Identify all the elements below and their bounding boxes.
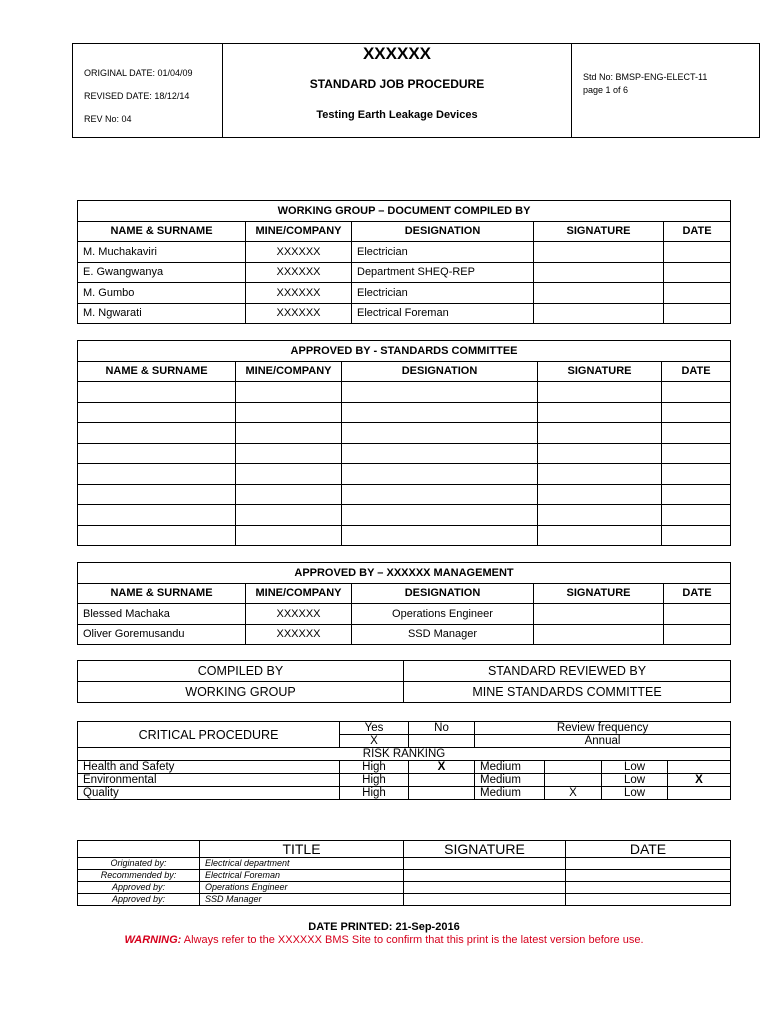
standard-reviewed-by-label: STANDARD REVIEWED BY xyxy=(404,661,731,682)
risk-ranking-header: RISK RANKING xyxy=(78,748,731,761)
designation-cell: Department SHEQ-REP xyxy=(352,262,534,283)
column-header: SIGNATURE xyxy=(538,361,662,382)
table-row xyxy=(78,464,731,485)
date-cell xyxy=(662,525,731,546)
signoff-row xyxy=(78,894,731,906)
low-label: Low xyxy=(602,774,668,787)
table-row xyxy=(78,283,731,304)
risk-row xyxy=(78,761,731,774)
date-cell xyxy=(662,423,731,444)
risk-row xyxy=(78,774,731,787)
table-title: WORKING GROUP – DOCUMENT COMPILED BY xyxy=(78,201,731,222)
column-header: SIGNATURE xyxy=(534,221,664,242)
critical-procedure-label: CRITICAL PROCEDURE xyxy=(78,722,340,748)
date-cell xyxy=(662,443,731,464)
column-header: DATE xyxy=(662,361,731,382)
company-cell xyxy=(236,505,342,526)
table-title: APPROVED BY – XXXXXX MANAGEMENT xyxy=(78,563,731,584)
signoff-title: SSD Manager xyxy=(200,894,404,906)
table-title: APPROVED BY - STANDARDS COMMITTEE xyxy=(78,341,731,362)
designation-cell xyxy=(342,443,538,464)
signoff-role: Originated by: xyxy=(78,858,200,870)
company-cell: XXXXXX xyxy=(246,262,352,283)
high-label: High xyxy=(340,787,409,800)
signature-cell xyxy=(538,505,662,526)
company-cell xyxy=(236,382,342,403)
column-header xyxy=(78,841,200,858)
date-cell xyxy=(662,464,731,485)
signature-cell xyxy=(404,894,566,906)
signature-cell xyxy=(538,402,662,423)
name-cell: M. Muchakaviri xyxy=(78,242,246,263)
risk-name: Quality xyxy=(78,787,340,800)
column-header: MINE/COMPANY xyxy=(246,221,352,242)
medium-label: Medium xyxy=(475,774,545,787)
no-mark xyxy=(409,735,475,748)
company-cell: XXXXXX xyxy=(246,242,352,263)
date-cell xyxy=(664,624,731,645)
signature-header: SIGNATURE xyxy=(404,841,566,858)
name-cell xyxy=(78,423,236,444)
name-cell xyxy=(78,382,236,403)
designation-cell xyxy=(342,464,538,485)
compiled-reviewed-table xyxy=(77,660,731,703)
table-row xyxy=(78,382,731,403)
column-header: MINE/COMPANY xyxy=(236,361,342,382)
table-row xyxy=(78,505,731,526)
company-cell xyxy=(236,525,342,546)
company-cell xyxy=(236,402,342,423)
designation-cell: Operations Engineer xyxy=(352,604,534,625)
date-cell xyxy=(566,870,731,882)
mine-standards-committee-label: MINE STANDARDS COMMITTEE xyxy=(404,682,731,703)
designation-cell: Electrical Foreman xyxy=(352,303,534,324)
document-type: STANDARD JOB PROCEDURE xyxy=(309,77,485,91)
name-cell: M. Ngwarati xyxy=(78,303,246,324)
low-mark xyxy=(668,761,731,774)
signature-cell xyxy=(404,858,566,870)
warning-label: WARNING: xyxy=(124,934,182,946)
column-header: DESIGNATION xyxy=(352,583,534,604)
date-cell xyxy=(662,484,731,505)
column-header: NAME & SURNAME xyxy=(78,221,246,242)
signoff-role: Approved by: xyxy=(78,882,200,894)
signoff-role: Recommended by: xyxy=(78,870,200,882)
signoff-role: Approved by: xyxy=(78,894,200,906)
company-cell: XXXXXX xyxy=(246,283,352,304)
column-header: MINE/COMPANY xyxy=(246,583,352,604)
document-title: Testing Earth Leakage Devices xyxy=(316,109,478,121)
signature-cell xyxy=(534,624,664,645)
table-row xyxy=(78,624,731,645)
name-cell xyxy=(78,525,236,546)
standard-info xyxy=(572,44,760,138)
document-meta xyxy=(73,44,223,138)
low-mark xyxy=(668,787,731,800)
signature-cell xyxy=(534,283,664,304)
designation-cell xyxy=(342,505,538,526)
column-header: DATE xyxy=(664,583,731,604)
document-title-block xyxy=(223,44,572,138)
high-mark xyxy=(409,774,475,787)
medium-mark: X xyxy=(545,787,602,800)
column-header: NAME & SURNAME xyxy=(78,583,246,604)
signoff-title: Operations Engineer xyxy=(200,882,404,894)
critical-procedure-table xyxy=(77,721,731,800)
title-header: TITLE xyxy=(200,841,404,858)
risk-name: Environmental xyxy=(78,774,340,787)
high-mark xyxy=(409,787,475,800)
designation-cell xyxy=(342,525,538,546)
original-date: ORIGINAL DATE: 01/04/09 xyxy=(84,68,193,78)
name-cell xyxy=(78,464,236,485)
revised-date: REVISED DATE: 18/12/14 xyxy=(84,91,190,101)
column-header: NAME & SURNAME xyxy=(78,361,236,382)
signature-cell xyxy=(538,484,662,505)
signoff-table xyxy=(77,840,731,906)
date-cell xyxy=(664,283,731,304)
name-cell xyxy=(78,443,236,464)
designation-cell xyxy=(342,402,538,423)
table-row xyxy=(78,262,731,283)
designation-cell: SSD Manager xyxy=(352,624,534,645)
low-label: Low xyxy=(602,761,668,774)
date-cell xyxy=(566,858,731,870)
working-group-label: WORKING GROUP xyxy=(78,682,404,703)
date-cell xyxy=(566,894,731,906)
signature-cell xyxy=(538,525,662,546)
no-header: No xyxy=(409,722,475,735)
signature-cell xyxy=(534,303,664,324)
signoff-title: Electrical department xyxy=(200,858,404,870)
name-cell: E. Gwangwanya xyxy=(78,262,246,283)
signature-cell xyxy=(534,604,664,625)
name-cell xyxy=(78,402,236,423)
working-group-table xyxy=(77,200,731,324)
medium-label: Medium xyxy=(475,761,545,774)
low-mark: X xyxy=(668,774,731,787)
warning-message xyxy=(0,934,768,946)
date-printed: DATE PRINTED: 21-Sep-2016 xyxy=(308,921,460,933)
company-cell: XXXXXX xyxy=(246,624,352,645)
document-header xyxy=(72,43,760,138)
high-label: High xyxy=(340,761,409,774)
company-cell xyxy=(236,464,342,485)
risk-row xyxy=(78,787,731,800)
designation-cell xyxy=(342,382,538,403)
table-row xyxy=(78,303,731,324)
signoff-row xyxy=(78,858,731,870)
warning-text: Always refer to the XXXXXX BMS Site to confirm that this print is the latest version before use. xyxy=(183,934,644,946)
management-table xyxy=(77,562,731,645)
low-label: Low xyxy=(602,787,668,800)
name-cell: Oliver Goremusandu xyxy=(78,624,246,645)
compiled-by-label: COMPILED BY xyxy=(78,661,404,682)
review-frequency-value: Annual xyxy=(475,735,731,748)
standard-number: Std No: BMSP-ENG-ELECT-11 xyxy=(583,72,708,82)
high-label: High xyxy=(340,774,409,787)
table-row xyxy=(78,402,731,423)
standards-committee-table xyxy=(77,340,731,546)
signature-cell xyxy=(538,382,662,403)
company-name: XXXXXX xyxy=(362,44,432,63)
column-header: DATE xyxy=(664,221,731,242)
table-row xyxy=(78,604,731,625)
signoff-row xyxy=(78,882,731,894)
date-cell xyxy=(664,303,731,324)
date-header: DATE xyxy=(566,841,731,858)
designation-cell: Electrician xyxy=(352,283,534,304)
name-cell: M. Gumbo xyxy=(78,283,246,304)
date-cell xyxy=(662,382,731,403)
signature-cell xyxy=(534,262,664,283)
risk-name: Health and Safety xyxy=(78,761,340,774)
page-number: page 1 of 6 xyxy=(583,85,629,95)
signature-cell xyxy=(538,423,662,444)
date-cell xyxy=(566,882,731,894)
table-row xyxy=(78,423,731,444)
date-cell xyxy=(664,242,731,263)
company-cell: XXXXXX xyxy=(246,604,352,625)
column-header: DESIGNATION xyxy=(352,221,534,242)
date-cell xyxy=(664,262,731,283)
column-header: DESIGNATION xyxy=(342,361,538,382)
table-row xyxy=(78,443,731,464)
revision-number: REV No: 04 xyxy=(84,114,132,124)
company-cell xyxy=(236,484,342,505)
review-frequency-header: Review frequency xyxy=(475,722,731,735)
table-row xyxy=(78,525,731,546)
medium-mark xyxy=(545,761,602,774)
table-row xyxy=(78,484,731,505)
high-mark: X xyxy=(409,761,475,774)
name-cell: Blessed Machaka xyxy=(78,604,246,625)
designation-cell xyxy=(342,423,538,444)
signoff-title: Electrical Foreman xyxy=(200,870,404,882)
yes-mark: X xyxy=(340,735,409,748)
medium-mark xyxy=(545,774,602,787)
table-row xyxy=(78,242,731,263)
signature-cell xyxy=(404,882,566,894)
name-cell xyxy=(78,484,236,505)
company-cell: XXXXXX xyxy=(246,303,352,324)
signoff-row xyxy=(78,870,731,882)
date-cell xyxy=(662,505,731,526)
designation-cell: Electrician xyxy=(352,242,534,263)
date-cell xyxy=(664,604,731,625)
signature-cell xyxy=(538,443,662,464)
name-cell xyxy=(78,505,236,526)
signature-cell xyxy=(534,242,664,263)
designation-cell xyxy=(342,484,538,505)
signature-cell xyxy=(538,464,662,485)
signature-cell xyxy=(404,870,566,882)
company-cell xyxy=(236,443,342,464)
date-cell xyxy=(662,402,731,423)
column-header: SIGNATURE xyxy=(534,583,664,604)
yes-header: Yes xyxy=(340,722,409,735)
company-cell xyxy=(236,423,342,444)
medium-label: Medium xyxy=(475,787,545,800)
